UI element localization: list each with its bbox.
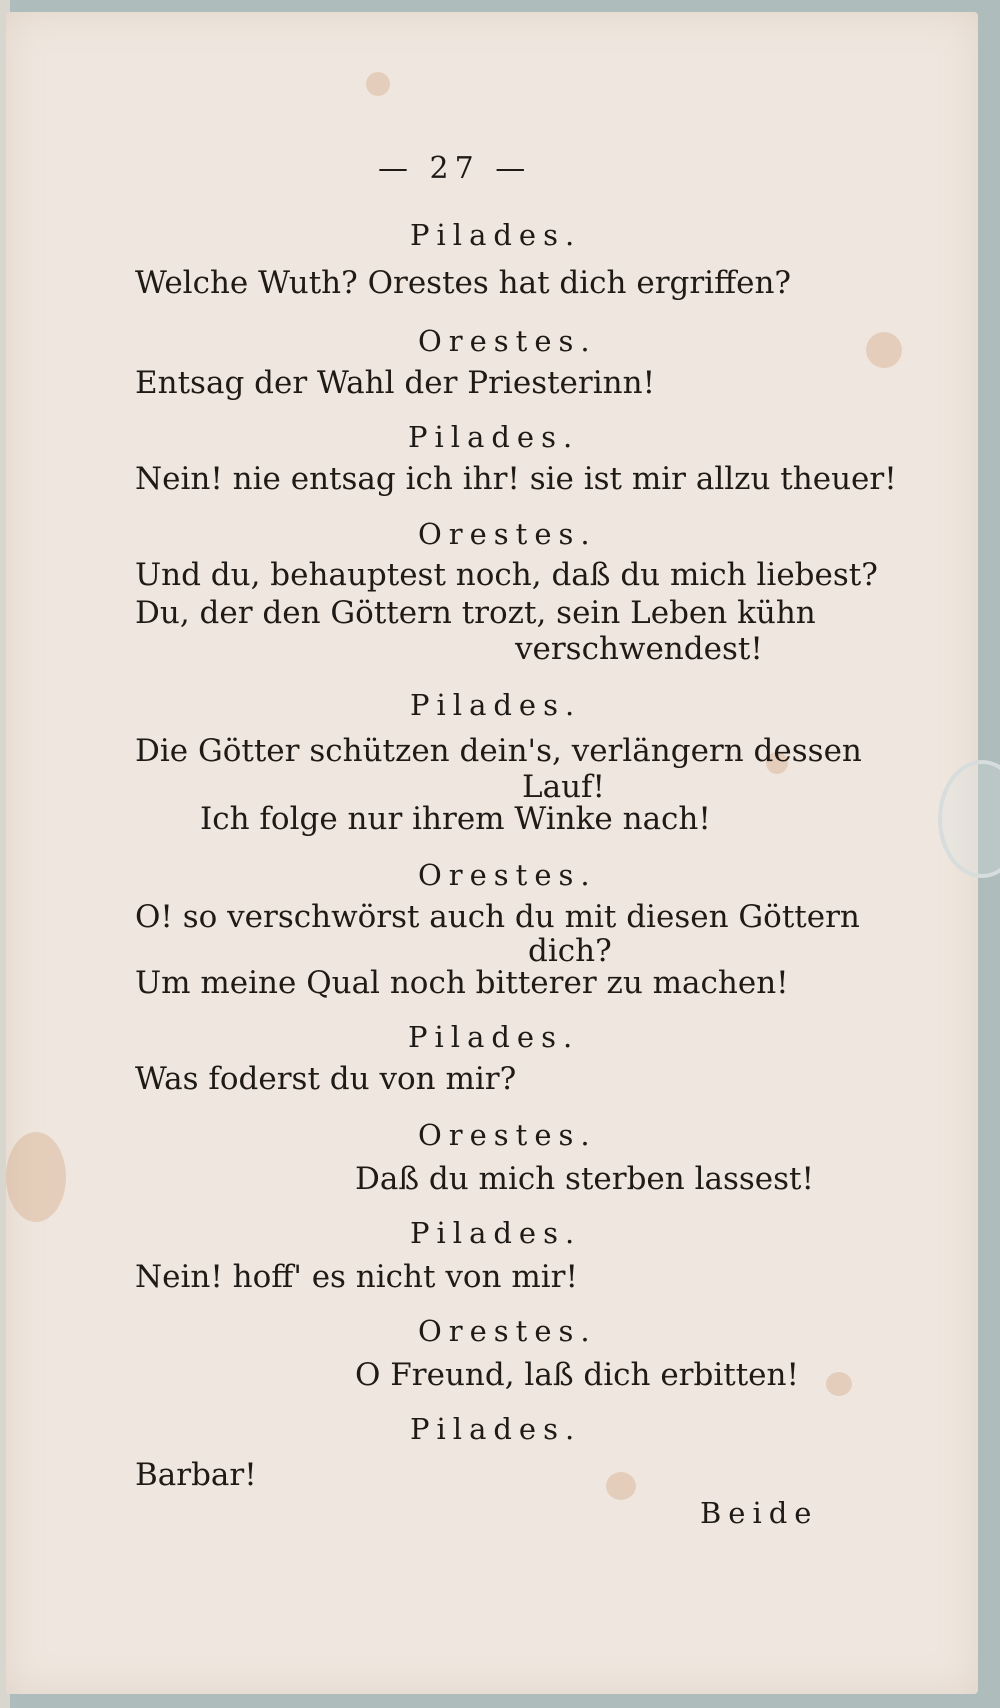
speaker-label: Orestes. (418, 517, 597, 551)
stain (366, 72, 390, 96)
speaker-label: Orestes. (418, 1314, 597, 1348)
speaker-label: Pilades. (410, 218, 582, 252)
verse-line: Lauf! (522, 769, 605, 805)
speaker-label: Pilades. (410, 1216, 582, 1250)
verse-line: Und du, behauptest noch, daß du mich liebest? (135, 557, 878, 593)
stain (6, 1132, 66, 1222)
verse-line: Du, der den Göttern trozt, sein Leben kühn (135, 595, 816, 631)
speaker-label: Orestes. (418, 324, 597, 358)
verse-line: Was foderst du von mir? (135, 1061, 517, 1097)
verse-line: Um meine Qual noch bitterer zu machen! (135, 965, 789, 1001)
catchword: Beide (700, 1496, 819, 1530)
stain (866, 332, 902, 368)
verse-line: Barbar! (135, 1457, 257, 1493)
verse-line: dich? (528, 933, 612, 969)
verse-line: Nein! nie entsag ich ihr! sie ist mir allzu theuer! (135, 461, 897, 497)
verse-line: Welche Wuth? Orestes hat dich ergriffen? (135, 265, 792, 301)
speaker-label: Orestes. (418, 858, 597, 892)
speaker-label: Orestes. (418, 1118, 597, 1152)
verse-line: Daß du mich sterben lassest! (355, 1161, 814, 1197)
speaker-label: Pilades. (410, 1412, 582, 1446)
verse-line: Entsag der Wahl der Priesterinn! (135, 365, 656, 401)
verse-line: Ich folge nur ihrem Winke nach! (200, 801, 711, 837)
verse-line: Die Götter schützen dein's, verlängern dessen (135, 733, 862, 769)
speaker-label: Pilades. (408, 1020, 580, 1054)
verse-line: verschwendest! (515, 631, 763, 667)
verse-line: O Freund, laß dich erbitten! (355, 1357, 799, 1393)
speaker-label: Pilades. (408, 420, 580, 454)
stain (606, 1472, 636, 1500)
stain (826, 1372, 852, 1396)
verse-line: Nein! hoff' es nicht von mir! (135, 1259, 578, 1295)
page-number: — 27 — (378, 151, 532, 186)
speaker-label: Pilades. (410, 688, 582, 722)
verse-line: O! so verschwörst auch du mit diesen Göttern (135, 899, 860, 935)
